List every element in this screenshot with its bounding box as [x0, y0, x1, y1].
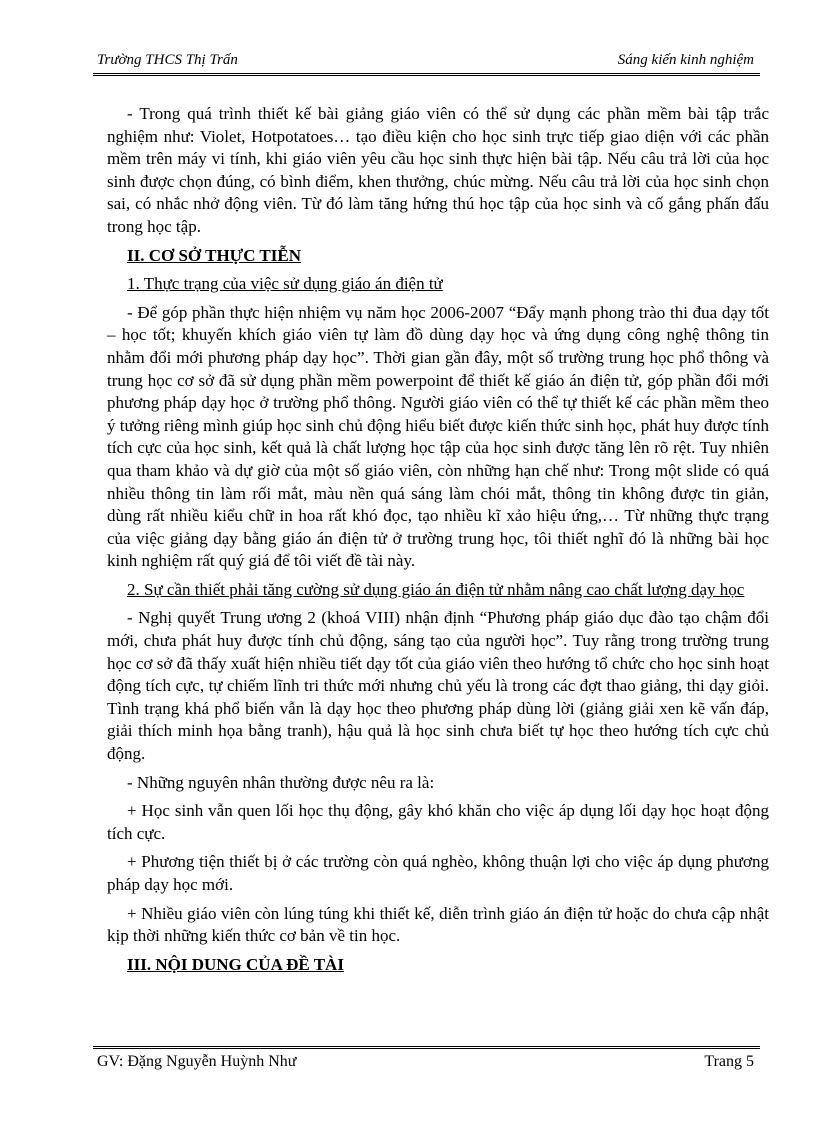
paragraph-cause-2: + Phương tiện thiết bị ở các trường còn quá nghèo, không thuận lợi cho việc áp dụng phương pháp dạy học mới.	[107, 852, 769, 894]
paragraph-cause-1: + Học sinh vẫn quen lối học thụ động, gây khó khăn cho việc áp dụng lối dạy học hoạt động tích cực.	[107, 801, 769, 843]
subheading-2	[107, 579, 769, 602]
page-content	[107, 103, 769, 976]
page-footer	[97, 1053, 754, 1075]
footer-rule	[93, 1046, 760, 1049]
page-header	[97, 52, 754, 72]
header-doc-type: Sáng kiến kinh nghiệm	[617, 52, 754, 68]
heading-section-iii: III. NỘI DUNG CỦA ĐỀ TÀI	[127, 954, 344, 974]
paragraph-current-state: - Để góp phần thực hiện nhiệm vụ năm học 2006-2007 “Đẩy mạnh phong trào thi đua dạy tốt – học tốt; khuyến khích giáo viên tự làm đồ dùng dạy học và ứng dụng công nghệ thông tin nhằm đổi mới phương pháp dạy học”. Thời gian gần đây, một số trường trung học phổ thông và trung học cơ sở đã sử dụng phần mềm powerpoint để thiết kế giáo án điện tử, góp phần đổi mới phương pháp dạy học ở trường phổ thông. Người giáo viên có thể tự thiết kế các phần mềm theo ý tưởng riêng mình giúp học sinh chủ động hiểu biết được kiến thức sinh học, phát huy được tính tích cực của học sinh, kết quả là chất lượng học tập của học sinh được tăng lên rõ rệt. Tuy nhiên qua tham khảo và dự giờ của một số giáo viên, còn những hạn chế như: Trong một slide có quá nhiều thông tin làm rối mắt, màu nền quá sáng làm chói mắt, thông tin không được tin giản, dùng rất nhiều kiểu chữ in hoa rất khó đọc, tạo nhiều kĩ xảo hiệu ứng,… Từ những thực trạng của việc giảng dạy bằng giáo án điện tử ở trường trung học, tôi thiết nghĩ đó là những bài học kinh nghiệm rất quý giá để tôi viết đề tài này.	[107, 302, 769, 571]
subheading-1-text: 1. Thực trạng của việc sử dụng giáo án điện tử	[127, 274, 443, 294]
paragraph-resolution: - Nghị quyết Trung ương 2 (khoá VIII) nhận định “Phương pháp giáo dục đào tạo chậm đổi mới, chưa phát huy được tính chủ động, sáng tạo của người học”. Tuy rằng trong trường trung học cơ sở đã thấy xuất hiện nhiều tiết dạy tốt của giáo viên theo hướng tổ chức cho học sinh hoạt động tích cực, tự chiếm lĩnh tri thức mới nhưng chủ yếu là trong các đợt thao giảng, thi dạy giỏi. Tình trạng khá phổ biến vẫn là dạy học theo phương pháp dùng lời (giảng giải xen kẽ vấn đáp, giải thích minh họa bằng tranh), hậu quả là học sinh chưa biết tự học theo hướng tích cực chủ động.	[107, 608, 769, 764]
paragraph-intro: - Trong quá trình thiết kế bài giảng giáo viên có thể sử dụng các phần mềm bài tập trắc nghiệm như: Violet, Hotpotatoes… tạo điều kiện cho học sinh trực tiếp giao diện với các phần mềm trên máy vi tính, khi giáo viên yêu cầu học sinh thực hiện bài tập. Nếu câu trả lời của học sinh được chọn đúng, có bình điểm, khen thưởng, chúc mừng. Nếu câu trả lời của học sinh chọn sai, có nhắc nhở động viên. Từ đó làm tăng hứng thú học tập của học sinh và cố gắng phấn đấu trong học tập.	[107, 104, 769, 236]
paragraph-causes-intro: - Những nguyên nhân thường được nêu ra là:	[127, 772, 435, 792]
header-rule	[93, 73, 760, 76]
subheading-2-text: 2. Sự cần thiết phải tăng cường sử dụng giáo án điện tử nhằm nâng cao chất lượng dạy học	[127, 579, 745, 599]
footer-page-number: Trang 5	[704, 1053, 754, 1070]
heading-section-ii: II. CƠ SỞ THỰC TIỄN	[127, 245, 301, 265]
subheading-1	[107, 273, 769, 296]
footer-author: GV: Đặng Nguyễn Huỳnh Như	[97, 1053, 297, 1070]
header-school: Trường THCS Thị Trấn	[97, 52, 238, 68]
paragraph-cause-3: + Nhiều giáo viên còn lúng túng khi thiết kế, diễn trình giáo án điện tử hoặc do chưa cập nhật kịp thời những kiến thức cơ bản về tin học.	[107, 903, 769, 946]
